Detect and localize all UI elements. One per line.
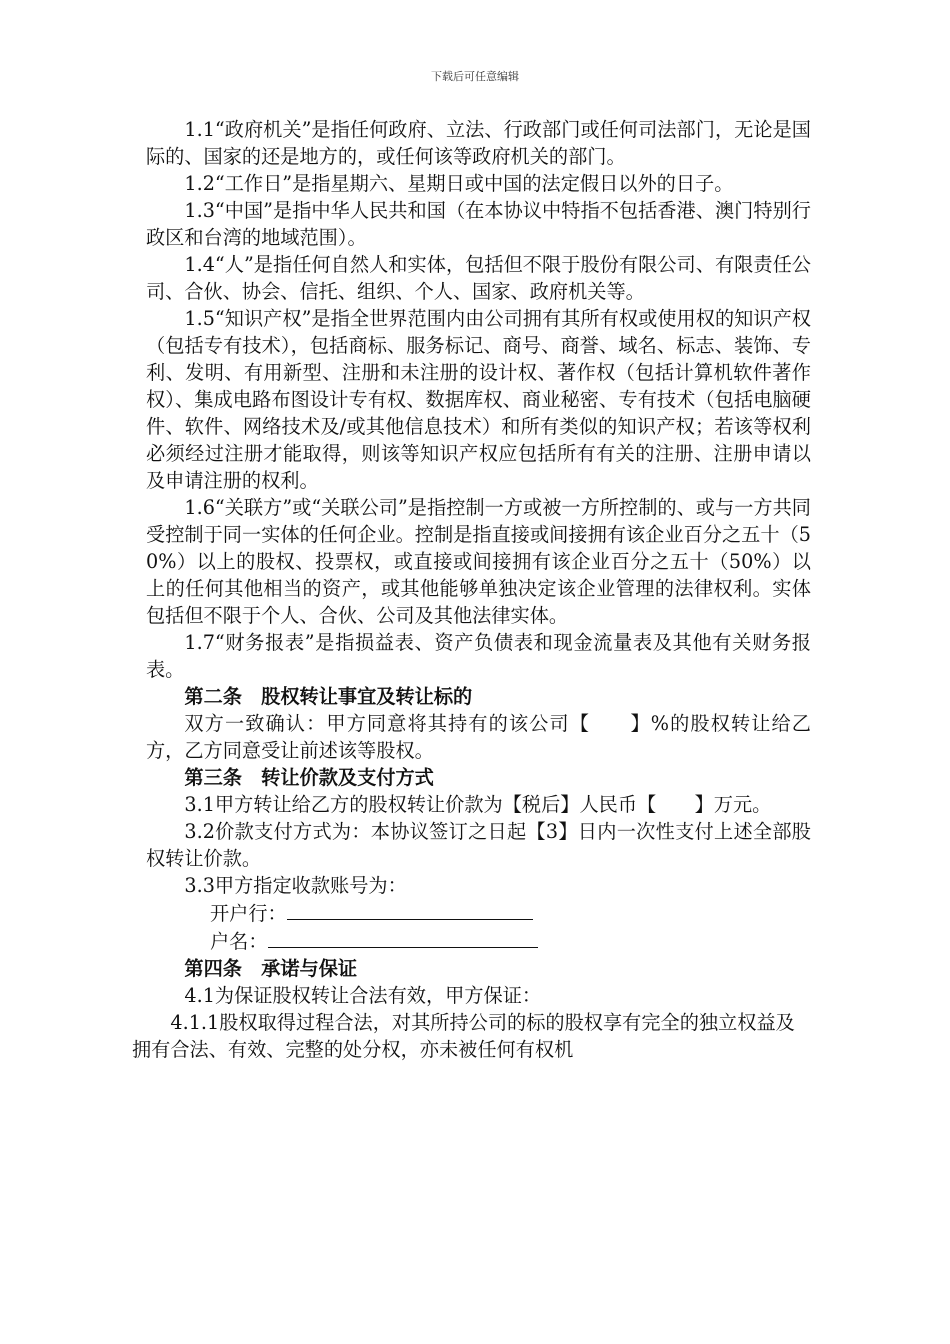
document-body <box>132 116 811 1063</box>
definition-1-1: 1.1“政府机关”是指任何政府、立法、行政部门或任何司法部门，无论是国际的、国家的还是地方的，或任何该等政府机关的部门。 <box>146 118 811 168</box>
definition-1-3: 1.3“中国”是指中华人民共和国（在本协议中特指不包括香港、澳门特别行政区和台湾的地域范围）。 <box>146 199 811 249</box>
definition-1-2: 1.2“工作日”是指星期六、星期日或中国的法定假日以外的日子。 <box>184 172 734 195</box>
bank-field-row <box>146 899 811 927</box>
clause-3-3: 3.3甲方指定收款账号为： <box>184 874 407 897</box>
clause-3-1: 3.1甲方转让给乙方的股权转让价款为【税后】人民币【 】万元。 <box>184 793 772 816</box>
article-4-heading: 第四条 承诺与保证 <box>184 957 358 980</box>
clause-4-1-1: 4.1.1股权取得过程合法，对其所持公司的标的股权享有完全的独立权益及拥有合法、有效、完整的处分权，亦未被任何有权机 <box>132 1011 795 1061</box>
clause-4-1: 4.1为保证股权转让合法有效，甲方保证： <box>184 984 542 1007</box>
clause-3-2: 3.2价款支付方式为：本协议签订之日起【3】日内一次性支付上述全部股权转让价款。 <box>146 820 811 870</box>
account-name-field-row <box>146 927 811 955</box>
article-3-heading: 第三条 转让价款及支付方式 <box>184 766 434 789</box>
bank-label: 开户行： <box>210 902 287 925</box>
article-2-heading: 第二条 股权转让事宜及转让标的 <box>184 685 473 708</box>
definition-1-6: 1.6“关联方”或“关联公司”是指控制一方或被一方所控制的、或与一方共同受控制于同一实体的任何企业。控制是指直接或间接拥有该企业百分之五十（50%）以上的股权、投票权，或直接或间接拥有该企业百分之五十（50%）以上的任何其他相当的资产，或其他能够单独决定该企业管理的法律权利。实体包括但不限于个人、合伙、公司及其他法律实体。 <box>146 496 811 627</box>
account-name-label: 户名： <box>210 930 268 953</box>
definition-1-4: 1.4“人”是指任何自然人和实体，包括但不限于股份有限公司、有限责任公司、合伙、协会、信托、组织、个人、国家、政府机关等。 <box>146 253 811 303</box>
bank-blank-line[interactable] <box>287 899 533 920</box>
account-name-blank-line[interactable] <box>268 927 538 948</box>
definition-1-5: 1.5“知识产权”是指全世界范围内由公司拥有其所有权或使用权的知识产权（包括专有技术），包括商标、服务标记、商号、商誉、域名、标志、装饰、专利、发明、有用新型、注册和未注册的设计权、著作权（包括计算机软件著作权）、集成电路布图设计专有权、数据库权、商业秘密、专有技术（包括电脑硬件、软件、网络技术及/或其他信息技术）和所有类似的知识产权；若该等权利必须经过注册才能取得，则该等知识产权应包括所有有关的注册、注册申请以及申请注册的权利。 <box>146 307 811 492</box>
definition-1-7: 1.7“财务报表”是指损益表、资产负债表和现金流量表及其他有关财务报表。 <box>146 631 811 681</box>
header-note: 下载后可任意编辑 <box>431 70 519 83</box>
article-2-body: 双方一致确认：甲方同意将其持有的该公司【 】%的股权转让给乙方，乙方同意受让前述该等股权。 <box>146 712 811 762</box>
